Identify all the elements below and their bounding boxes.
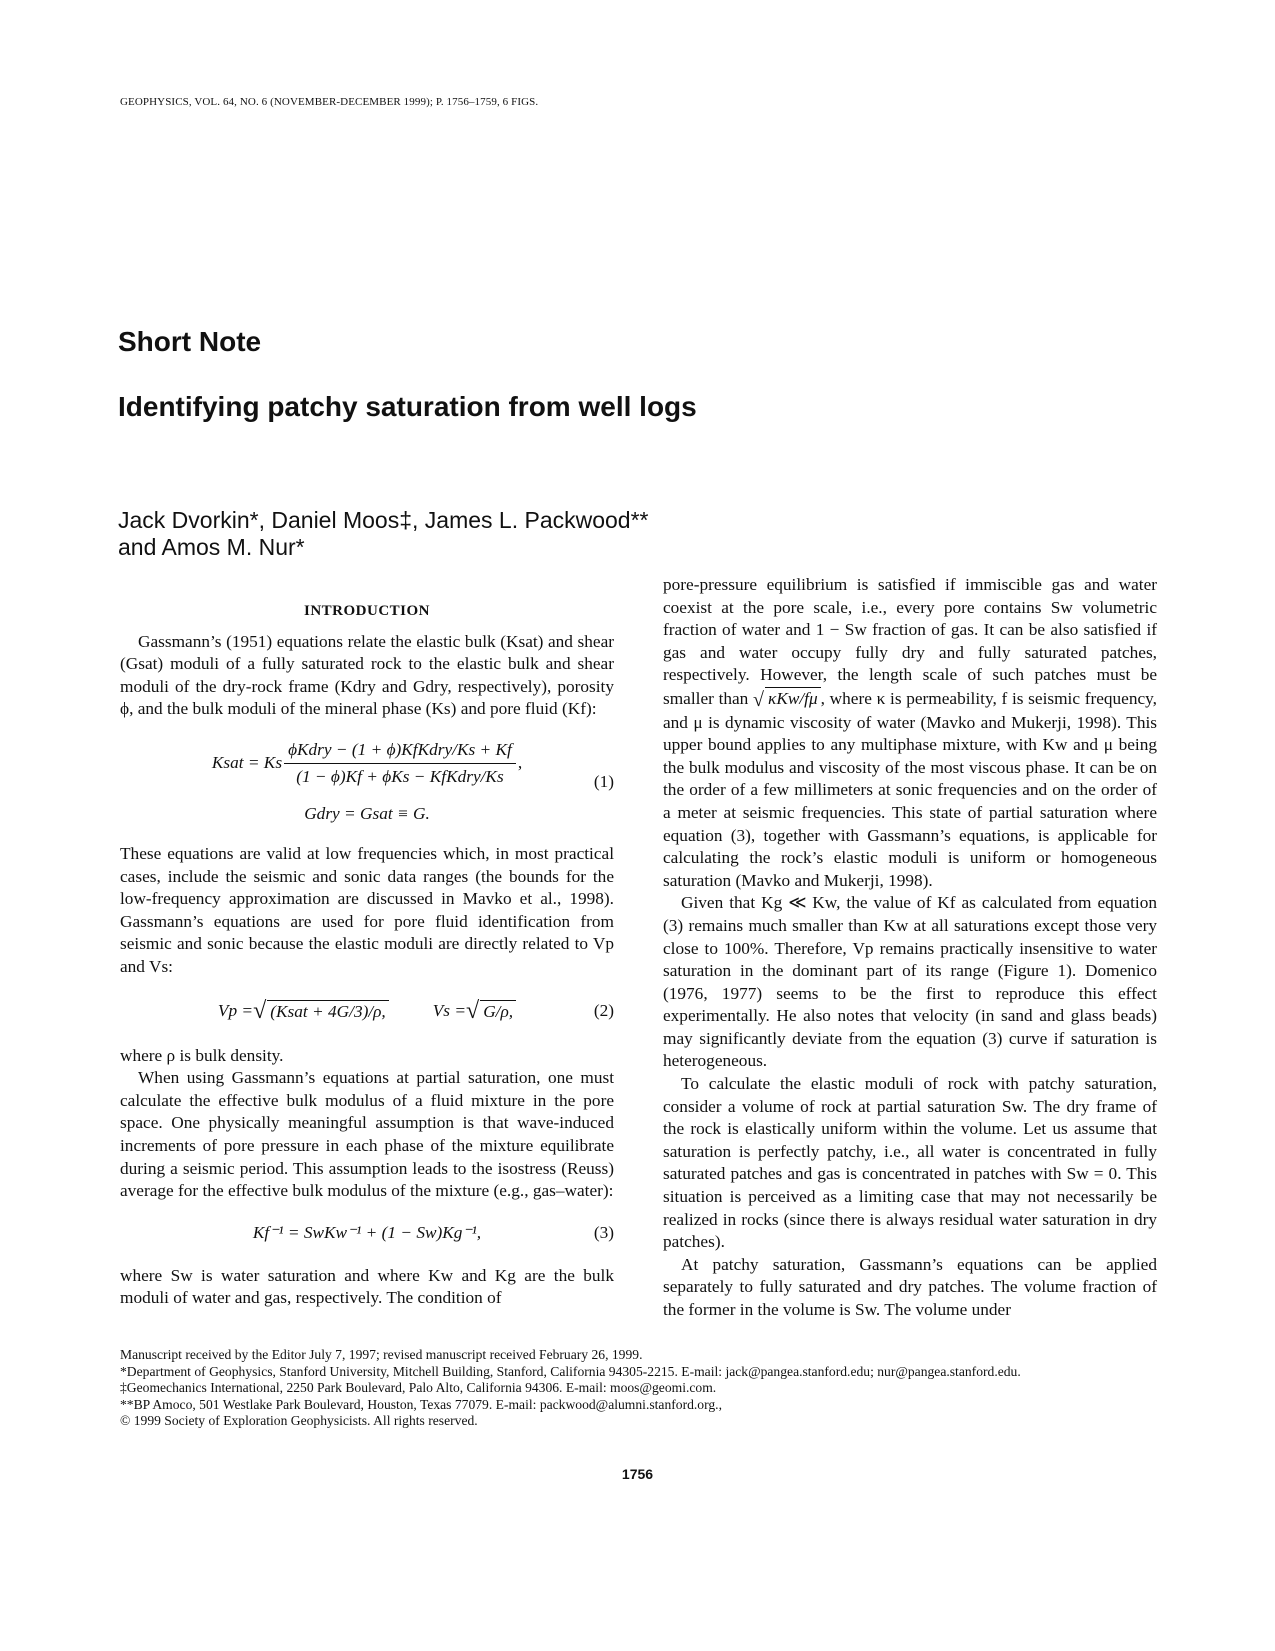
sqrt-symbol: √ (466, 998, 480, 1025)
eq1-line-2: Gdry = Gsat ≡ G. (304, 803, 430, 823)
eq2-number: (2) (593, 1001, 614, 1021)
sqrt-symbol: √ (753, 688, 765, 711)
footnote-copyright: © 1999 Society of Exploration Geophysicists. All rights reserved. (120, 1413, 478, 1429)
authors-line-2: and Amos M. Nur* (118, 534, 305, 560)
introduction-heading: INTRODUCTION (303, 603, 430, 619)
footnote-received: Manuscript received by the Editor July 7, 1997; revised manuscript received February 26, 1999. (120, 1347, 643, 1362)
section-label: Short Note (118, 326, 262, 357)
footnote-affiliation-2: ‡Geomechanics International, 2250 Park Boulevard, Palo Alto, California 94306. E-mail: moos@geomi.com. (120, 1380, 717, 1396)
footnotes (120, 1347, 1120, 1430)
intro-paragraph-4: When using Gassmann’s equations at partial saturation, one must calculate the effective bulk modulus of a fluid mixture in the pore space. One physically meaningful assumption is that wave-induced increments of pore pressure in each phase of the mixture equilibrate during a seismic period. This assumption leads to the isostress (Reuss) average for the effective bulk modulus of the mixture (e.g., gas–water): (120, 1068, 614, 1201)
eq3-body: Kf⁻¹ = SwKw⁻¹ + (1 − Sw)Kg⁻¹, (252, 1223, 482, 1243)
eq1-fraction (284, 739, 516, 789)
footnote-affiliation-3: **BP Amoco, 501 Westlake Park Boulevard, Houston, Texas 77079. E-mail: packwood@alumni.stanford.org., (120, 1396, 722, 1412)
authors-line-1: Jack Dvorkin*, Daniel Moos‡, James L. Packwood** (118, 507, 649, 533)
right-paragraph-2: Given that Kg ≪ Kw, the value of Kf as calculated from equation (3) remains much smaller than Kw at all saturations except those very close to 100%. Therefore, Vp remains practically insensitive to water saturation in the dominant part of its range (Figure 1). Domenico (1976, 1977) seems to be the first to reproduce this effect experimentally. He also notes that velocity (in sand and glass beads) may significantly deviate from the equation (3) curve if saturation is heterogeneous. (663, 893, 1157, 1071)
eq1-numerator: ϕKdry − (1 + ϕ)KfKdry/Ks + Kf (284, 739, 516, 765)
eq2-vp-lhs: Vp = (217, 1001, 254, 1021)
equation-3 (120, 1203, 614, 1265)
eq1-lhs: Ksat = Ks (211, 753, 283, 773)
sqrt-symbol: √ (253, 998, 267, 1025)
eq2-vs-radicand: G/ρ, (480, 1000, 516, 1024)
intro-paragraph-5: where Sw is water saturation and where Kw and Kg are the bulk moduli of water and gas, respectively. The condition of (120, 1265, 614, 1308)
right-column (663, 574, 1157, 1322)
footnote-affiliation-1: *Department of Geophysics, Stanford University, Mitchell Building, Stanford, California 94305-2215. E-mail: jack@pangea.stanford.edu; nur@pangea.stanford.edu. (120, 1363, 1021, 1379)
equation-2 (120, 979, 614, 1045)
journal-header: GEOPHYSICS, VOL. 64, NO. 6 (NOVEMBER-DECEMBER 1999); P. 1756–1759, 6 FIGS. (120, 96, 539, 108)
intro-paragraph-2: These equations are valid at low frequencies which, in most practical cases, include the seismic and sonic data ranges (the bounds for the low-frequency approximation are discussed in Mavko et al., 1998). Gassmann’s equations are used for pore fluid identification from seismic and sonic because the elastic moduli are directly related to Vp and Vs: (120, 843, 614, 976)
right-paragraph-3: To calculate the elastic moduli of rock with patchy saturation, consider a volume of rock at partial saturation Sw. The dry frame of the rock is elastically uniform within the volume. Let us assume that saturation is perfectly patchy, i.e., all water is concentrated in fully saturated patches and gas is concentrated in patches with Sw = 0. This situation is perceived as a limiting case that may not necessarily be realized in rocks (since there is always residual water saturation in dry patches). (663, 1074, 1157, 1252)
equation-1: Ksat = Ks $\frac{\text{ϕKdry − (1 + ϕ)KfKdry/Ks + Kf}}{\text{(1 − ϕ)Kf + ϕKs − KfKdry/Ks}}$ , Gdry = Gsat ≡ G. (1) (120, 721, 614, 843)
eq3-number: (3) (593, 1223, 614, 1243)
article-title: Identifying patchy saturation from well logs (118, 391, 697, 422)
eq2-vp-radicand: (Ksat + 4G/3)/ρ, (267, 1000, 388, 1024)
author-list (118, 507, 649, 561)
right-paragraph-1 (663, 574, 1157, 892)
eq2-vs-lhs: Vs = (432, 1001, 467, 1021)
right-p1-part-a: pore-pressure equilibrium is satisfied if immiscible gas and water coexist at the pore scale, i.e., every pore contains Sw volumetric fraction of water and 1 − Sw fraction of gas. It can be also satisfied if gas and water occupy fully dry and fully saturated patches, respectively. However, the length scale of such patches must be smaller than (663, 575, 1157, 708)
intro-paragraph-3: where ρ is bulk density. (120, 1045, 284, 1065)
eq1-denominator: (1 − ϕ)Kf + ϕKs − KfKdry/Ks (296, 767, 504, 787)
length-scale-radicand: κKw/fμ (765, 687, 821, 711)
eq1-number: (1) (593, 771, 614, 791)
right-paragraph-4: At patchy saturation, Gassmann’s equations can be applied separately to fully saturated and dry patches. The volume fraction of the former in the volume is Sw. The volume under (663, 1254, 1157, 1319)
intro-paragraph-1: Gassmann’s (1951) equations relate the elastic bulk (Ksat) and shear (Gsat) moduli of a fully saturated rock to the elastic bulk and shear moduli of the dry-rock frame (Kdry and Gdry, respectively), porosity ϕ, and the bulk moduli of the mineral phase (Ks) and pore fluid (Kf): (120, 631, 614, 719)
page-number: 1756 (621, 1466, 654, 1482)
left-column (120, 600, 614, 1310)
right-p1-part-b: , where κ is permeability, f is seismic frequency, and μ is dynamic viscosity of water (Mavko and Mukerji, 1998). This upper bound applies to any multiphase mixture, with Kw and μ being the bulk modulus and viscosity of the most viscous phase. It can be on the order of a few millimeters at sonic frequencies and on the order of a meter at seismic frequencies. This state of partial saturation where equation (3), together with Gassmann’s equations, is applicable for calculating the rock’s elastic moduli is uniform or homogeneous saturation (Mavko and Mukerji, 1998). (663, 688, 1157, 890)
